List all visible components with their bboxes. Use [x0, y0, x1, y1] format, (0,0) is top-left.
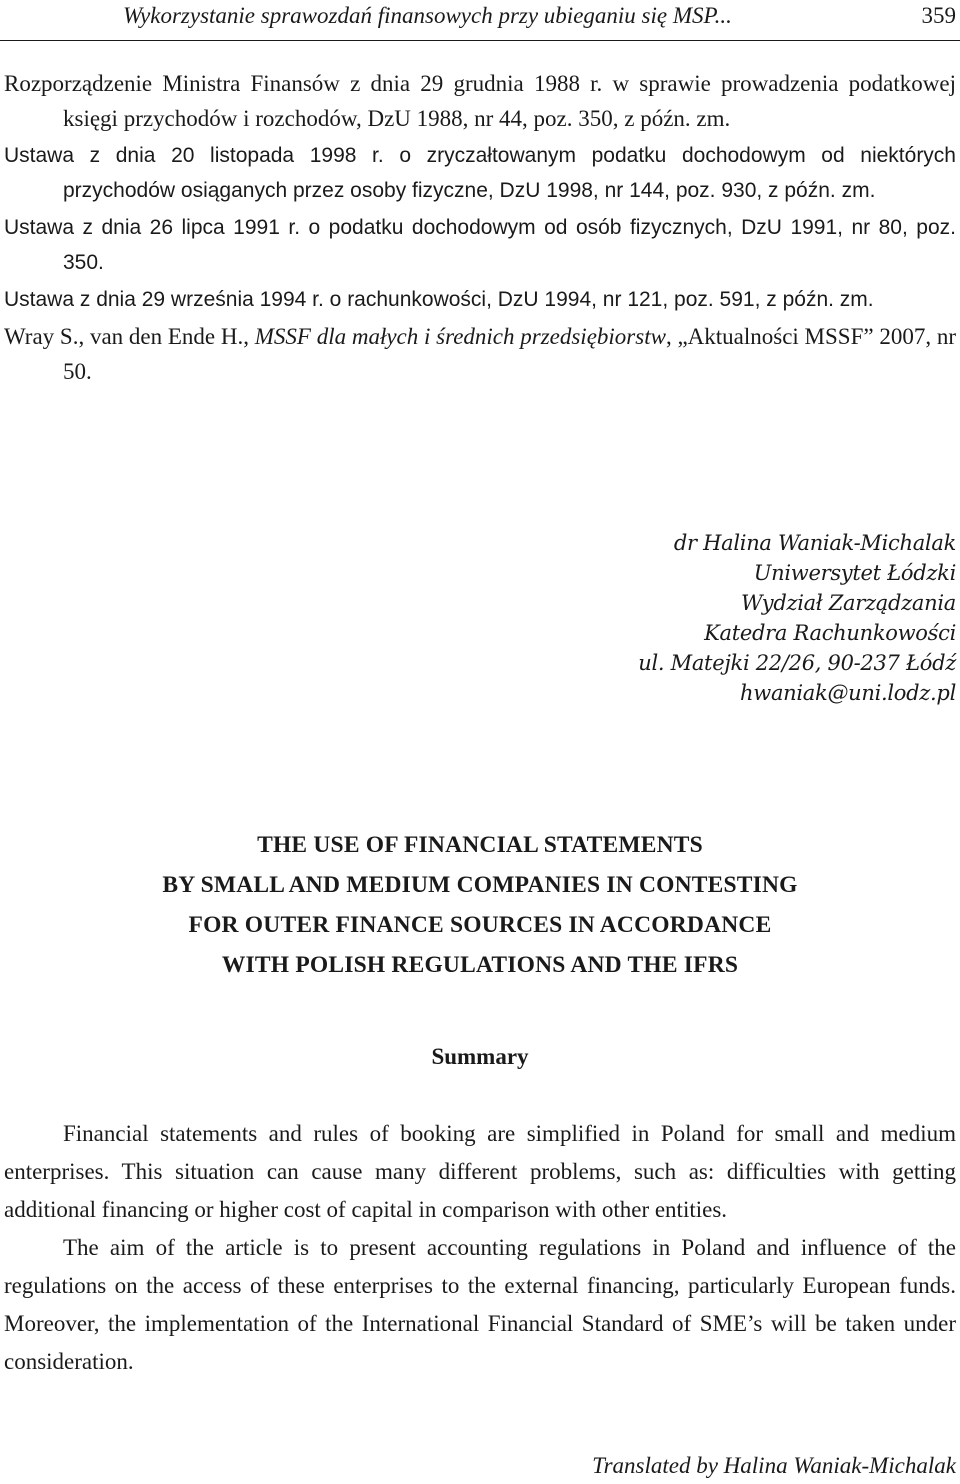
article-title	[0, 825, 960, 985]
author-email: hwaniak@uni.lodz.pl	[740, 681, 956, 705]
summary-paragraph: Financial statements and rules of booking are simplified in Poland for small and medium enterprises. This situation can cause many different problems, such as: difficulties with getting additional financing or higher cost of capital in comparison with other entities.	[4, 1121, 956, 1222]
author-name: dr Halina Waniak-Michalak	[673, 531, 956, 555]
author-address-block	[638, 528, 956, 708]
article-title-line: BY SMALL AND MEDIUM COMPANIES IN CONTESTING	[162, 872, 798, 898]
reference-item: Ustawa z dnia 29 września 1994 r. o rachunkowości, DzU 1994, nr 121, poz. 591, z późn. zm.	[4, 288, 874, 311]
reference-authors: Wray S., van den Ende H.,	[4, 324, 255, 349]
reference-item: Ustawa z dnia 26 lipca 1991 r. o podatku dochodowym od osób fizycznych, DzU 1991, nr 80, poz. 350.	[4, 216, 956, 274]
reference-item	[4, 319, 956, 389]
reference-title: MSSF dla małych i średnich przedsiębiorstw	[254, 324, 666, 349]
running-title: Wykorzystanie sprawozdań finansowych przy ubieganiu się MSP...	[123, 3, 732, 28]
page-number: 359	[921, 3, 956, 28]
article-title-line: WITH POLISH REGULATIONS AND THE IFRS	[221, 952, 739, 978]
author-faculty: Wydział Zarządzania	[740, 591, 956, 615]
article-title-line: FOR OUTER FINANCE SOURCES IN ACCORDANCE	[188, 912, 772, 938]
running-header	[0, 0, 960, 41]
summary-heading: Summary	[431, 1044, 529, 1069]
author-department: Katedra Rachunkowości	[704, 621, 956, 645]
summary-body	[4, 1115, 956, 1381]
translator-credit: Translated by Halina Waniak-Michalak	[592, 1453, 956, 1478]
author-street: ul. Matejki 22/26, 90-237 Łódź	[638, 651, 956, 675]
reference-source: , „Aktualności MSSF” 2007, nr 50.	[63, 324, 956, 384]
article-title-line: THE USE OF FINANCIAL STATEMENTS	[257, 832, 703, 858]
reference-item: Ustawa z dnia 20 listopada 1998 r. o zryczałtowanym podatku dochodowym od niektórych przychodów osiąganych przez osoby fizyczne, DzU 1998, nr 144, poz. 930, z późn. zm.	[4, 144, 956, 202]
summary-paragraph: The aim of the article is to present accounting regulations in Poland and influence of the regulations on the access of these enterprises to the external financing, particularly European funds. Moreover, the implementation of the International Financial Standard of SME’s will be taken under consideration.	[4, 1235, 956, 1374]
author-university: Uniwersytet Łódzki	[753, 561, 956, 585]
bibliography	[4, 66, 956, 391]
reference-item: Rozporządzenie Ministra Finansów z dnia 29 grudnia 1988 r. w sprawie prowadzenia podatkowej księgi przychodów i rozchodów, DzU 1988, nr 44, poz. 350, z późn. zm.	[4, 71, 956, 131]
